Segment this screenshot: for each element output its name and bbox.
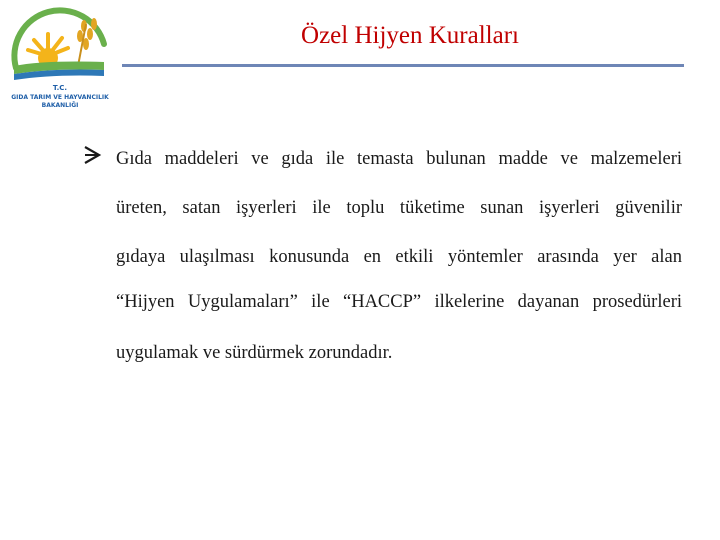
logo-text-tc: T.C. (52, 84, 68, 92)
ministry-emblem-icon (4, 4, 116, 116)
logo-text-ministry: GIDA TARIM VE HAYVANCILIK (11, 94, 109, 101)
paragraph-line: “Hijyen Uygulamaları” ile “HACCP” ilkelerine dayanan prosedürleri (116, 292, 682, 312)
paragraph-line: üreten, satan işyerleri ile toplu tüketime sunan işyerleri güvenilir (116, 198, 682, 218)
page-title: Özel Hijyen Kuralları (301, 22, 519, 49)
arrow-bullet-icon (82, 144, 102, 166)
logo-text-bakanlik: BAKANLIĞI (41, 102, 79, 109)
paragraph-line: gıdaya ulaşılması konusunda en etkili yöntemler arasında yer alan (116, 247, 682, 267)
paragraph-line: uygulamak ve sürdürmek zorundadır. (116, 343, 393, 363)
ministry-logo (4, 4, 116, 116)
title-divider (122, 64, 684, 67)
paragraph-line: Gıda maddeleri ve gıda ile temasta bulunan madde ve malzemeleri (116, 149, 682, 169)
